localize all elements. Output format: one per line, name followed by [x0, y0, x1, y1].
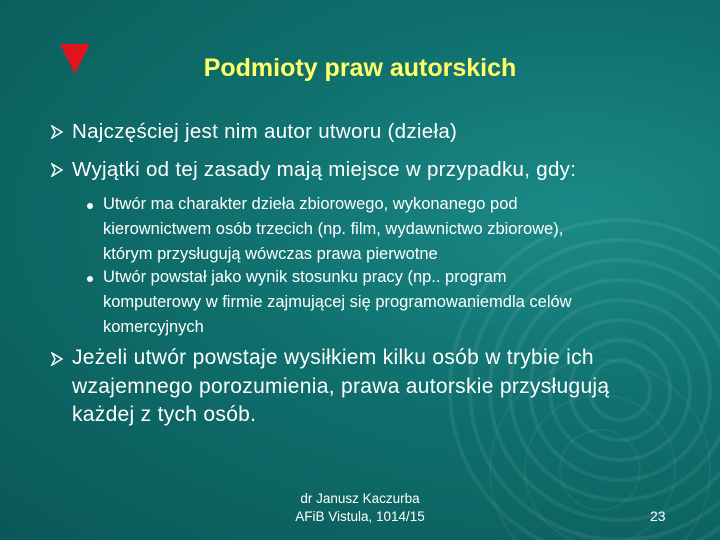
- page-number: 23: [650, 508, 666, 524]
- footer-affiliation: AFiB Vistula, 1014/15: [295, 509, 425, 524]
- round-dot-bullet-icon: [87, 203, 93, 209]
- bullet-item: Wyjątki od tej zasady mają miejsce w przypadku, gdy:: [72, 158, 577, 181]
- sub-bullet-line: Utwór ma charakter dzieła zbiorowego, wykonanego pod: [103, 195, 518, 213]
- sub-bullet-line: kierownictwem osób trzecich (np. film, wydawnictwo zbiorowe),: [103, 220, 564, 238]
- slide-title: Podmioty praw autorskich: [203, 54, 517, 82]
- footer-author: [260, 490, 460, 526]
- bullet-line: Jeżeli utwór powstaje wysiłkiem kilku osób w trybie ich: [72, 346, 594, 369]
- arrowhead-bullet-icon: [50, 125, 64, 139]
- bullet-line: wzajemnego porozumienia, prawa autorskie przysługują: [72, 374, 610, 398]
- sub-bullet-line: komercyjnych: [103, 318, 204, 336]
- footer-author-name: dr Janusz Kaczurba: [300, 491, 420, 506]
- arrowhead-bullet-icon: [50, 163, 64, 177]
- round-dot-bullet-icon: [87, 276, 93, 282]
- bullet-item: Najczęściej jest nim autor utworu (dzieła): [72, 120, 458, 143]
- arrowhead-bullet-icon: [50, 352, 64, 366]
- sub-bullet-line: którym przysługują wówczas prawa pierwotne: [103, 245, 438, 263]
- bullet-line: każdej z tych osób.: [72, 403, 257, 426]
- sub-bullet-line: komputerowy w firmie zajmującej się programowaniemdla celów: [103, 293, 572, 311]
- sub-bullet-item: [103, 265, 683, 340]
- bullet-item: [72, 344, 692, 430]
- sub-bullet-item: [103, 192, 683, 267]
- sub-bullet-line: Utwór powstał jako wynik stosunku pracy (np.. program: [103, 268, 507, 286]
